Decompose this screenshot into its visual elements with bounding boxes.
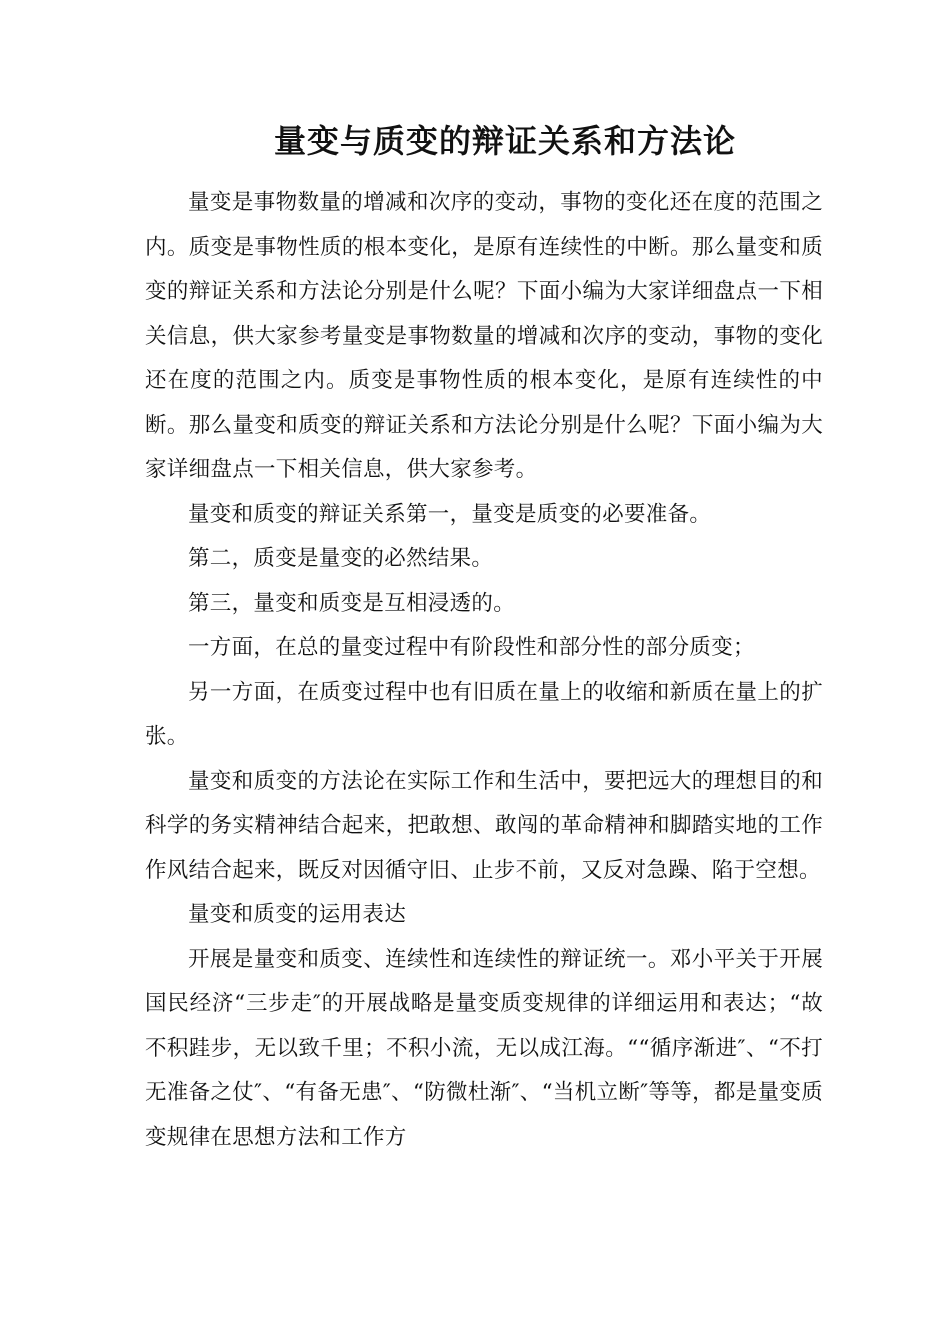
paragraph-application: 开展是量变和质变、连续性和连续性的辩证统一。邓小平关于开展国民经济“三步走″的开展战略是量变质变规律的详细运用和表达；“故不积跬步，无以致千里；不积小流，无以成江海。““循序渐进″、“不打无准备之仗″、“有备无患″、“防微杜渐″、“当机立断″等等，都是量变质变规律在思想方法和工作方 [145, 946, 823, 1150]
paragraph-one-aspect: 一方面，在总的量变过程中有阶段性和部分性的部分质变； [188, 635, 755, 660]
paragraph-relation-third: 第三，量变和质变是互相浸透的。 [188, 590, 516, 616]
paragraph-methodology: 量变和质变的方法论在实际工作和生活中，要把远大的理想目的和科学的务实精神结合起来，把敢想、敢闯的革命精神和脚踏实地的工作作风结合起来，既反对因循守旧、止步不前，又反对急躁、陷于空想。 [145, 768, 823, 883]
document-body [145, 181, 823, 1160]
paragraph-application-heading: 量变和质变的运用表达 [188, 902, 407, 927]
paragraph-intro: 量变是事物数量的增减和次序的变动，事物的变化还在度的范围之内。质变是事物性质的根本变化，是原有连续性的中断。那么量变和质变的辩证关系和方法论分别是什么呢？下面小编为大家详细盘点一下相关信息，供大家参考量变是事物数量的增减和次序的变动，事物的变化还在度的范围之内。质变是事物性质的根本变化，是原有连续性的中断。那么量变和质变的辩证关系和方法论分别是什么呢？下面小编为大家详细盘点一下相关信息，供大家参考。 [145, 190, 823, 482]
paragraph-relation-first: 量变和质变的辩证关系第一，量变是质变的必要准备。 [188, 501, 712, 527]
document-title: 量变与质变的辩证关系和方法论 [273, 122, 736, 160]
paragraph-relation-second: 第二，质变是量变的必然结果。 [188, 546, 494, 571]
paragraph-other-aspect: 另一方面，在质变过程中也有旧质在量上的收缩和新质在量上的扩张。 [145, 679, 823, 749]
